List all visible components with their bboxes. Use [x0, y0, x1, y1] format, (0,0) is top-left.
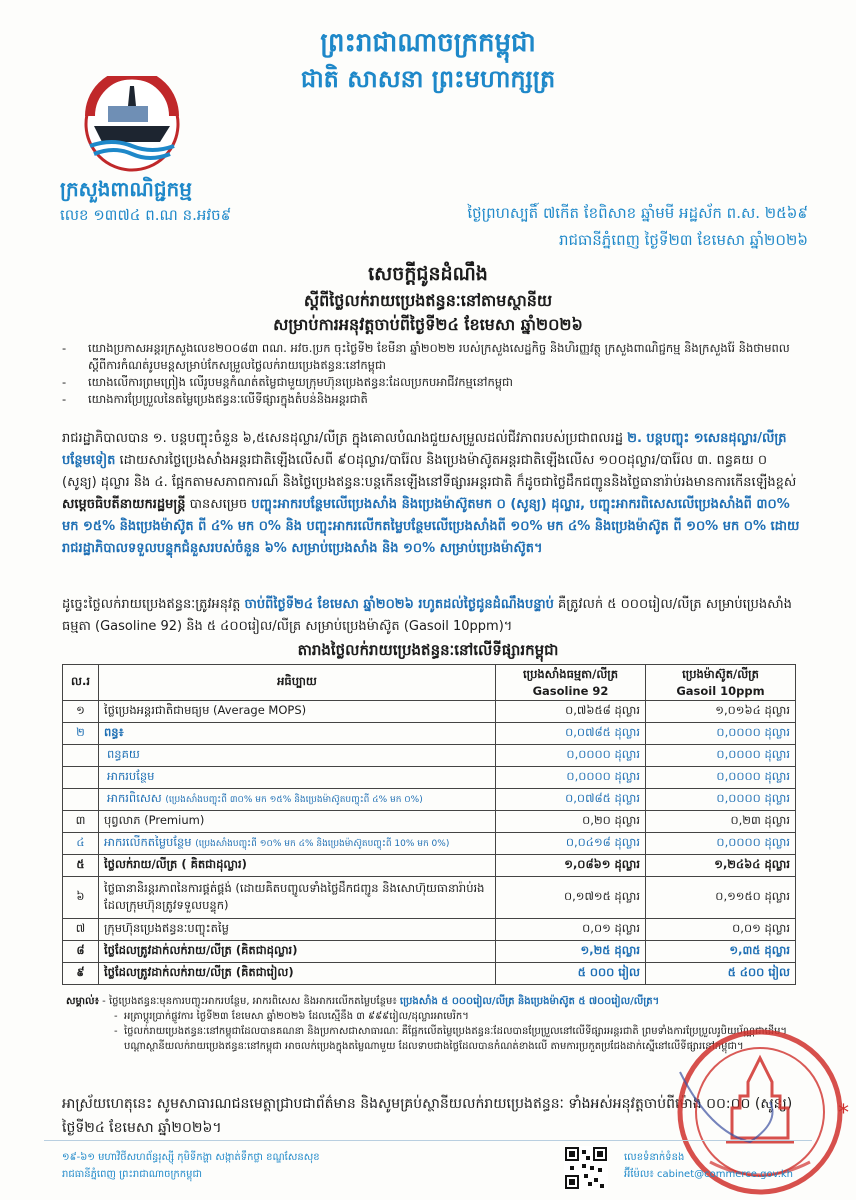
decision-text: បានសម្រេច	[185, 497, 252, 512]
row-description: ក្រុមហ៊ុនប្រេងឥន្ធនៈបញ្ចុះតម្លៃ	[99, 919, 496, 941]
row-gasoline-value: ០,៧៦៥៨ ដុល្លារ	[496, 701, 646, 723]
row-gasoline-value: ០,២០ ដុល្លារ	[496, 811, 646, 833]
row-gasoil-value: ០,០០០០ ដុល្លារ	[646, 723, 796, 745]
row-number: ២	[63, 723, 99, 745]
note-first-line: សម្គាល់៖ - ថ្លៃប្រេងឥន្ធនៈមុនការបញ្ចុះអាករបន្ថែម, អាករពិសេស និងអាករលើកតម្លៃបន្ថែម៖ ប្រេងសាំង ៥ ០០០រៀល/លីត្រ និងប្រេងម៉ាស៊ូត ៥ ៧០០រៀល/លីត្រ។	[66, 996, 660, 1007]
header-gasoil-kh: ប្រេងម៉ាស៊ូត/លីត្រ	[682, 667, 759, 681]
footer-address-city: រាជធានីភ្នំពេញ ព្រះរាជាណាចក្រកម្ពុជា	[62, 1169, 202, 1180]
reference-item: - យោងប្រកាសអន្តរក្រសួងលេខ២០០៨៣ ពណ. អវច.ប្រក ចុះថ្ងៃទី២ ខែមីនា ឆ្នាំ២០២២ របស់ក្រសួងសេដ្ឋកិច្ច និងហិរញ្ញវត្ថុ ក្រសួងពាណិជ្ជកម្ម និងក្រសួងរ៉ែ និងថាមពល ស្តីពីការកំណត់រូបមន្តសម្រាប់កែសម្រួលថ្លៃលក់រាយប្រេងឥន្ធនៈនៅកម្ពុជា	[62, 340, 802, 374]
decision-highlight: បញ្ចុះអាករបន្ថែមលើប្រេងសាំង និងប្រេងម៉ាស៊ូតមក ០ (សូន្យ) ដុល្លារ, បញ្ចុះអាករពិសេសលើប្រេងសាំងពី ៣០% មក ១៥% និងប្រេងម៉ាស៊ូត ពី ៤% មក ០% និង បញ្ចុះអាករលើកតម្លៃបន្ថែមលើប្រេងសាំងពី ១០% មក ៤% និងប្រេងម៉ាស៊ូត ពី ១០% មក ០% ដោយរាជរដ្ឋាភិបាលទទួលបន្ទុកជំនួសរបស់ចំនួន ៦% សម្រាប់ប្រេងសាំង និង ១០% សម្រាប់ប្រេងម៉ាស៊ូត។	[62, 497, 800, 556]
decision-text: ដោយសារថ្លៃប្រេងសាំងអន្តរជាតិឡើងលើសពី ៩០ដុល្លារ/បារ៉ែល និងប្រេងម៉ាស៊ូតអន្តរជាតិឡើងលើស ១០០ដុល្លារ/បារ៉ែល ៣. ពន្ធគយ ០ (សូន្យ) ដុល្លារ និង ៤. ផ្អែកតាមសភាពការណ៍ និងថ្លៃប្រេងឥន្ធនៈបន្តកើនឡើងនៅទីផ្សារអន្តរជាតិ ក៏ដូចជាថ្លៃដឹកជញ្ជូននិងថ្លៃធានារ៉ាប់រងមានការកើនឡើងខ្ពស់	[62, 453, 797, 490]
row-gasoil-value: ១,០១៦៤ ដុល្លារ	[646, 701, 796, 723]
decision-paragraph	[62, 428, 802, 560]
row-gasoil-value: ០,២៣ ដុល្លារ	[646, 811, 796, 833]
note-highlight: ប្រេងសាំង ៥ ០០០រៀល/លីត្រ និងប្រេងម៉ាស៊ូត ៥ ៧០០រៀល/លីត្រ។	[399, 996, 660, 1007]
price-application-paragraph	[62, 594, 802, 638]
note-item: - អត្រាប្តូរប្រាក់ផ្លូវការ ថ្ងៃទី២៣ ខែមេសា ឆ្នាំ២០២៦ ដែលស្មើនឹង ៣ ៩៩៩រៀល/ដុល្លារអាមេរិក។	[114, 1009, 806, 1024]
table-header-row	[63, 665, 796, 701]
row-description-main: អាករលើកតម្លៃបន្ថែម	[104, 835, 192, 849]
row-gasoline-value: ០,០៧៨៥ ដុល្លារ	[496, 789, 646, 811]
header-gasoil	[646, 665, 796, 701]
table-row	[63, 767, 796, 789]
kingdom-heading: ព្រះរាជាណាចក្រកម្ពុជា	[320, 28, 536, 58]
table-row	[63, 963, 796, 985]
note-label: សម្គាល់៖	[66, 996, 99, 1007]
row-description-note: (ប្រេងសាំងបញ្ចុះពី ១០% មក ៤% និងប្រេងម៉ាស៊ូតបញ្ចុះពី 10% មក 0%)	[195, 839, 450, 849]
row-gasoline-value: ០,០១ ដុល្លារ	[496, 919, 646, 941]
row-description: ថ្លៃដែលត្រូវដាក់លក់រាយ/លីត្រ (គិតជាដុល្លារ)	[99, 941, 496, 963]
row-gasoil-value: ០,០០០០ ដុល្លារ	[646, 833, 796, 855]
row-number	[63, 745, 99, 767]
header-gasoline-kh: ប្រេងសាំងធម្មតា/លីត្រ	[523, 667, 618, 681]
table-row	[63, 855, 796, 877]
svg-text:*: *	[838, 1101, 849, 1126]
row-gasoline-value: ៥ ០០០ រៀល	[496, 963, 646, 985]
row-description: ពន្ធគយ	[99, 745, 496, 767]
row-number: ៣	[63, 811, 99, 833]
row-gasoil-value: ០,០០០០ ដុល្លារ	[646, 789, 796, 811]
decision-text: រាជរដ្ឋាភិបាលបាន ១. បន្តបញ្ចុះចំនួន ៦,៥សេនដុល្លារ/លីត្រ ក្នុងគោលបំណងជួយសម្រួលដល់ជីវភាពរបស់ប្រជាពលរដ្ឋ	[62, 431, 623, 446]
row-gasoline-value: ០,០៧៨៥ ដុល្លារ	[496, 723, 646, 745]
row-number	[63, 767, 99, 789]
reference-item: - យោងលើការព្រមព្រៀង លើរូបមន្តកំណត់តម្លៃជាមួយក្រុមហ៊ុនប្រេងឥន្ធនៈដែលប្រកបអាជីវកម្មនៅកម្ពុជា	[62, 374, 802, 391]
table-row	[63, 723, 796, 745]
footer-email: អ៊ីម៉ែល៖ cabinet@commerce.gov.kh	[624, 1169, 794, 1180]
row-gasoil-value: ១,២៤៦៤ ដុល្លារ	[646, 855, 796, 877]
row-gasoil-value: ០,០១ ដុល្លារ	[646, 919, 796, 941]
row-gasoline-value: ០,១៧១៥ ដុល្លារ	[496, 877, 646, 919]
price-table	[62, 664, 796, 985]
document-subject: ស្តីពីថ្លៃលក់រាយប្រេងឥន្ធនៈនៅតាមស្ថានីយ	[303, 291, 553, 310]
row-number: ៥	[63, 855, 99, 877]
row-description: ថ្លៃប្រេងអន្តរជាតិជាមធ្យម (Average MOPS)	[99, 701, 496, 723]
document-effective-date: សម្រាប់ការអនុវត្តចាប់ពីថ្ងៃទី២៤ ខែមេសា ឆ្នាំ២០២៦	[273, 315, 583, 334]
row-gasoil-value: ០,១១៥០ ដុល្លារ	[646, 877, 796, 919]
header-no: ល.រ	[63, 665, 99, 701]
table-row	[63, 833, 796, 855]
ministry-ship-logo-icon	[72, 76, 192, 172]
row-number: ៨	[63, 941, 99, 963]
table-row	[63, 701, 796, 723]
closing-paragraph: អាស្រ័យហេតុនេះ សូមសាធារណជនមេត្តាជ្រាបជាព័ត៌មាន និងសូមគ្រប់ស្ថានីយលក់រាយប្រេងឥន្ធនៈ ទាំងអស់អនុវត្តចាប់ពីម៉ោង ០០:០០ (សូន្យ) ថ្ងៃទី២៤ ខែមេសា ឆ្នាំ២០២៦។	[62, 1096, 793, 1136]
table-row	[63, 811, 796, 833]
row-number	[63, 789, 99, 811]
footer-divider	[44, 1140, 812, 1141]
footer-contact: លេខទំនាក់ទំនង	[624, 1152, 685, 1163]
row-description: ថ្លៃលក់រាយ/លីត្រ ( គិតជាដុល្លារ)	[99, 855, 496, 877]
row-gasoline-value: ០,០៤១៨ ដុល្លារ	[496, 833, 646, 855]
row-number: ៤	[63, 833, 99, 855]
row-description	[99, 789, 496, 811]
decision-highlight: ២. បន្តបញ្ចុះ ១សេនដុល្លារ/លីត្របន្ថែមទៀត	[62, 431, 787, 468]
prime-minister-title: សម្តេចធិបតីនាយករដ្ឋមន្ត្រី	[62, 497, 186, 512]
row-gasoline-value: ០,០០០០ ដុល្លារ	[496, 745, 646, 767]
row-gasoil-value: ០,០០០០ ដុល្លារ	[646, 745, 796, 767]
application-highlight: ចាប់ពីថ្ងៃទី២៤ ខែមេសា ឆ្នាំ២០២៦ រហូតដល់ថ្ងៃជូនដំណឹងបន្ទាប់	[244, 597, 554, 612]
row-description	[99, 833, 496, 855]
table-row	[63, 941, 796, 963]
row-gasoline-value: ១,០៨៦១ ដុល្លារ	[496, 855, 646, 877]
document-title: សេចក្តីជូនដំណឹង	[368, 263, 488, 285]
note-text: ថ្លៃប្រេងឥន្ធនៈមុនការបញ្ចុះអាករបន្ថែម, អាករពិសេស និងអាករលើកតម្លៃបន្ថែម៖	[108, 996, 400, 1007]
row-gasoline-value: ០,០០០០ ដុល្លារ	[496, 767, 646, 789]
table-row	[63, 919, 796, 941]
row-description: ថ្លៃធានានិរន្តរភាពនៃការផ្គត់ផ្គង់ (ដោយគិតបញ្ចូលទាំងថ្លៃដឹកជញ្ជូន និងសោហ៊ុយធានារ៉ាប់រងដែលក្រុមហ៊ុនត្រូវទទួលបន្ទុក)	[99, 877, 496, 919]
header-gasoil-en: Gasoil 10ppm	[676, 684, 765, 698]
row-gasoil-value: ១,៣៥ ដុល្លារ	[646, 941, 796, 963]
header-gasoline-en: Gasoline 92	[532, 684, 609, 698]
table-row	[63, 877, 796, 919]
national-motto: ជាតិ សាសនា ព្រះមហាក្សត្រ	[300, 65, 556, 93]
reference-number: លេខ ១៣៧៤ ព.ណ ន.អវច៩	[60, 206, 232, 224]
row-number: ៩	[63, 963, 99, 985]
references-list	[62, 340, 802, 408]
row-description: ពន្ធ៖	[99, 723, 496, 745]
row-number: ១	[63, 701, 99, 723]
lunar-date: ថ្ងៃព្រហស្បតិ៍ ៧កើត ខែពិសាខ ឆ្នាំមមី អដ្ឋស័ក ព.ស. ២៥៦៩	[467, 204, 808, 222]
application-text: ដូច្នេះថ្លៃលក់រាយប្រេងឥន្ធនៈត្រូវអនុវត្ត	[62, 597, 245, 612]
note-item: - ថ្លៃលក់រាយប្រេងឥន្ធនៈនៅកម្ពុជាដែលបានគណនា និងប្រកាសជាសាធារណៈ គឺផ្អែកលើតម្លៃប្រេងឥន្ធនៈដែលបានប្រែប្រួលនៅលើទីផ្សារអន្តរជាតិ ព្រមទាំងការប្រែប្រួលរូបិយប័ណ្ណជាដើម។ បណ្តាស្ថានីយលក់រាយប្រេងឥន្ធនៈនៅកម្ពុជា អាចលក់ប្រេងក្នុងតម្លៃណាមួយ ដែលទាបជាងថ្លៃដែលបានកំណត់ខាងលើ តាមការប្រកួតប្រជែងដាក់ស្នើនៅលើទីផ្សារនៅកម្ពុជា។	[114, 1024, 806, 1054]
row-number: ៦	[63, 877, 99, 919]
row-description: ថ្លៃដែលត្រូវដាក់លក់រាយ/លីត្រ (គិតជារៀល)	[99, 963, 496, 985]
row-number: ៧	[63, 919, 99, 941]
row-description-main: អាករពិសេស	[107, 791, 162, 805]
ministry-name: ក្រសួងពាណិជ្ជកម្ម	[60, 177, 192, 201]
header-gasoline	[496, 665, 646, 701]
row-description-note: (ប្រេងសាំងបញ្ចុះពី ៣០% មក ១៥% និងប្រេងម៉ាស៊ូតបញ្ចុះពី ៤% មក ០%)	[165, 795, 423, 805]
application-text: គឺត្រូវលក់ ៥ ០០០រៀល/លីត្រ សម្រាប់ប្រេងសាំងធម្មតា (Gasoline 92) និង ៥ ៤០០រៀល/លីត្រ សម្រាប់ប្រេងម៉ាស៊ូត (Gasoil 10ppm)។	[62, 597, 792, 634]
reference-item: - យោងការប្រែប្រួលនៃតម្លៃប្រេងឥន្ធនៈលើទីផ្សារក្នុងតំបន់និងអន្តរជាតិ	[62, 391, 802, 408]
header-description: អធិប្បាយ	[99, 665, 496, 701]
solar-date: រាជធានីភ្នំពេញ ថ្ងៃទី២៣ ខែមេសា ឆ្នាំ២០២៦	[558, 231, 808, 249]
row-description: អាករបន្ថែម	[99, 767, 496, 789]
row-gasoil-value: ៥ ៤០០ រៀល	[646, 963, 796, 985]
row-description: បុព្វលាភ (Premium)	[99, 811, 496, 833]
footer-address: ១៩-៦១ មហាវិថីសហព័ន្ធរុស្ស៊ី កុមិទីកង្ហា សង្កាត់ទឹកថ្លា ខណ្ឌសែនសុខ	[62, 1152, 320, 1163]
row-gasoline-value: ១,២៥ ដុល្លារ	[496, 941, 646, 963]
table-row	[63, 789, 796, 811]
table-row	[63, 745, 796, 767]
row-gasoil-value: ០,០០០០ ដុល្លារ	[646, 767, 796, 789]
price-table-title: តារាងថ្លៃលក់រាយប្រេងឥន្ធនៈនៅលើទីផ្សារកម្ពុជា	[297, 641, 559, 659]
qr-code-icon	[564, 1146, 608, 1190]
